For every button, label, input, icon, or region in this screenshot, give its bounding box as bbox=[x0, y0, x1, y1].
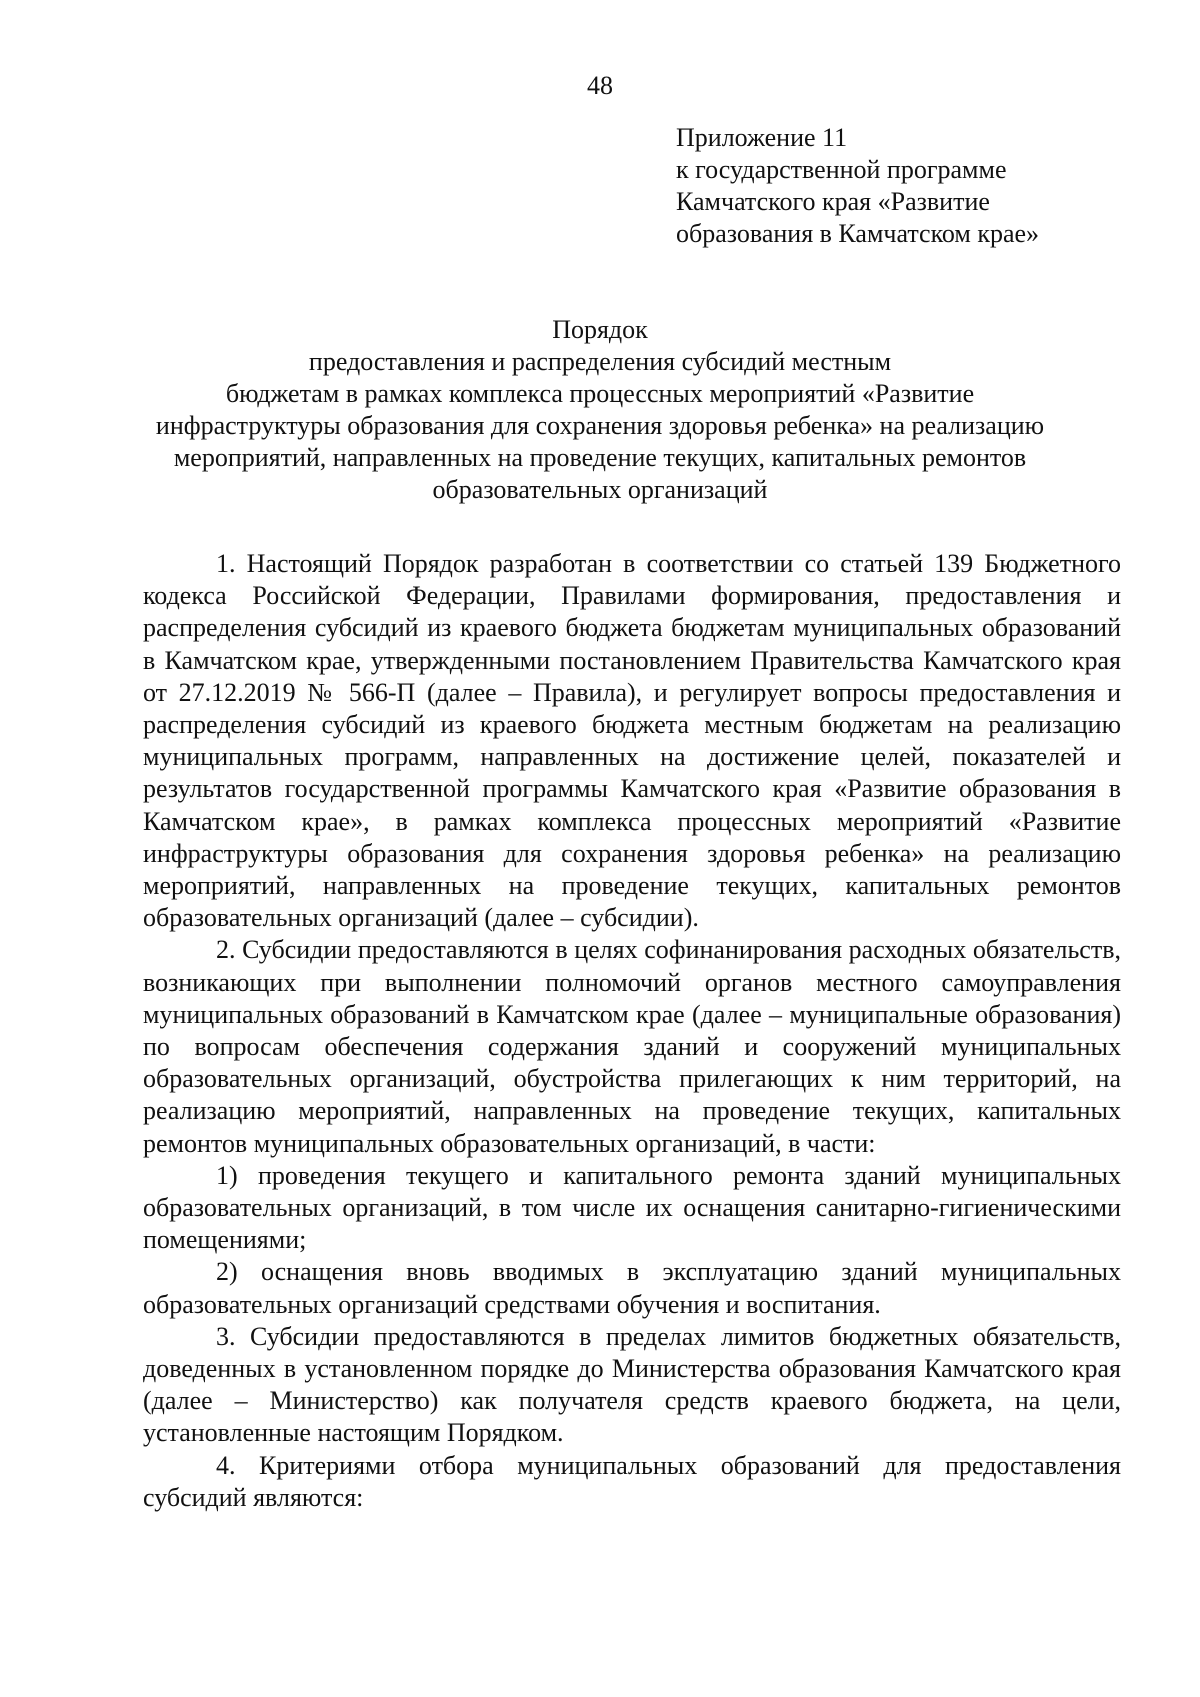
title-line: образовательных организаций bbox=[432, 475, 768, 504]
appendix-line: Камчатского края «Развитие bbox=[676, 187, 990, 216]
paragraph-1: 1. Настоящий Порядок разработан в соответствии со статьей 139 Бюджетного кодекса Российской Федерации, Правилами формирования, предоставления и распределения субсидий из краевого бюджета бюджетам муниципальных образований в Камчатском крае, утвержденными постановлением Правительства Камчатского края от 27.12.2019 № 566-П (далее – Правила), и регулирует вопросы предоставления и распределения субсидий из краевого бюджета местным бюджетам на реализацию муниципальных программ, направленных на достижение целей, показателей и результатов государственной программы Камчатского края «Развитие образования в Камчатском крае», в рамках комплекса процессных мероприятий «Развитие инфраструктуры образования для сохранения здоровья ребенка» на реализацию мероприятий, направленных на проведение текущих, капитальных ремонтов образовательных организаций (далее – субсидии). bbox=[143, 549, 1121, 933]
paragraph-2: 2. Субсидии предоставляются в целях софинанирования расходных обязательств, возникающих при выполнении полномочий органов местного самоуправления муниципальных образований в Камчатском крае (далее – муниципальные образования) по вопросам обеспечения содержания зданий и сооружений муниципальных образовательных организаций, обустройства прилегающих к ним территорий, на реализацию мероприятий, направленных на проведение текущих, капитальных ремонтов муниципальных образовательных организаций, в части: bbox=[143, 935, 1121, 1158]
document-body bbox=[143, 548, 1121, 1514]
title-line: мероприятий, направленных на проведение текущих, капитальных ремонтов bbox=[173, 443, 1027, 472]
title-line: предоставления и распределения субсидий местным bbox=[308, 347, 892, 376]
paragraph-2-item-2: 2) оснащения вновь вводимых в эксплуатацию зданий муниципальных образовательных организаций средствами обучения и воспитания. bbox=[143, 1257, 1121, 1319]
appendix-line: образования в Камчатском крае» bbox=[676, 219, 1040, 248]
page-number: 48 bbox=[587, 71, 613, 100]
appendix-block bbox=[676, 122, 1156, 250]
title-line: бюджетам в рамках комплекса процессных мероприятий «Развитие bbox=[225, 379, 975, 408]
appendix-line: Приложение 11 bbox=[676, 123, 848, 152]
appendix-line: к государственной программе bbox=[676, 155, 1007, 184]
paragraph-3: 3. Субсидии предоставляются в пределах лимитов бюджетных обязательств, доведенных в установленном порядке до Министерства образования Камчатского края (далее – Министерство) как получателя средств краевого бюджета, на цели, установленные настоящим Порядком. bbox=[143, 1321, 1121, 1448]
title-line: инфраструктуры образования для сохранения здоровья ребенка» на реализацию bbox=[155, 411, 1045, 440]
document-title bbox=[120, 314, 1080, 506]
paragraph-2-item-1: 1) проведения текущего и капитального ремонта зданий муниципальных образовательных организаций, в том числе их оснащения санитарно-гигиеническими помещениями; bbox=[143, 1160, 1121, 1255]
paragraph-4: 4. Критериями отбора муниципальных образований для предоставления субсидий являются: bbox=[143, 1450, 1121, 1512]
title-line: Порядок bbox=[552, 315, 648, 344]
